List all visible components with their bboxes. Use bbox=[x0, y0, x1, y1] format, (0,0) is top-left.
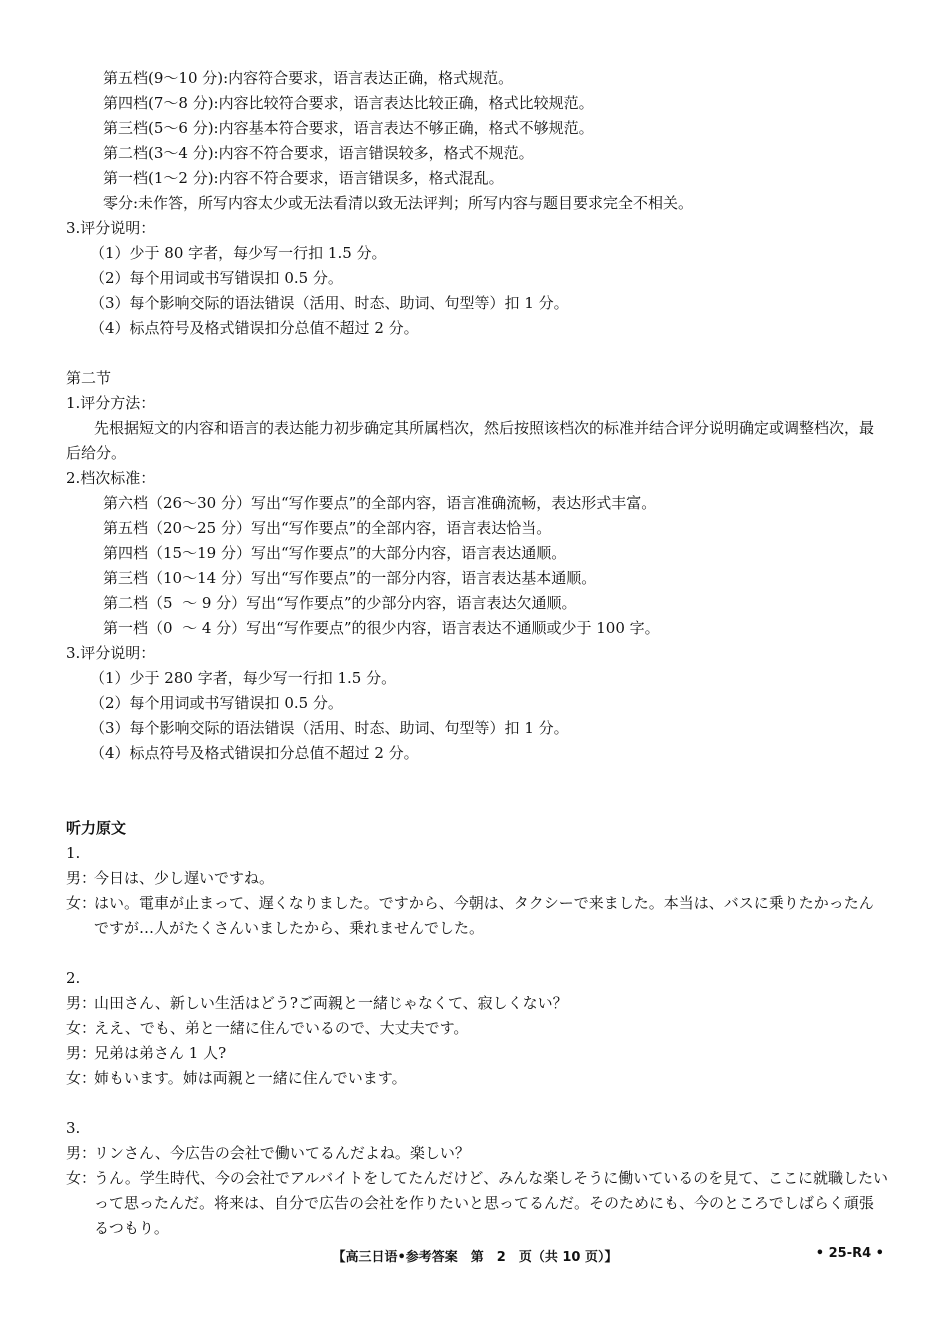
note-line: （1）少于 280 字者，每少写一行扣 1.5 分。 bbox=[90, 669, 397, 687]
spacer bbox=[66, 766, 888, 816]
utterance: はい。電車が止まって、遅くなりました。ですから、今朝は、タクシーで来ました。本当は、バスに乗りたかったんですが…人がたくさんいましたから、乗れませんでした。 bbox=[94, 894, 874, 937]
grade-line: 第二档(3～4 分):内容不符合要求，语言错误较多，格式不规范。 bbox=[103, 144, 534, 162]
speaker-label: 男： bbox=[66, 1044, 97, 1062]
utterance: ええ、でも、弟と一緒に住んでいるので、大丈夫です。 bbox=[94, 1019, 469, 1037]
dialog-line bbox=[66, 1141, 888, 1166]
footer-code: • 25-R4 • bbox=[815, 1246, 884, 1261]
speaker-label: 女： bbox=[66, 1019, 97, 1037]
speaker-label: 女： bbox=[66, 1069, 97, 1087]
utterance: うん。学生時代、今の会社でアルバイトをしてたんだけど、みんな楽しそうに働いているのを見て、ここに就職したいって思ったんだ。将来は、自分で広告の会社を作りたいと思ってるんだ。そのためにも、今のところでしばらく頑張るつもり。 bbox=[94, 1169, 888, 1237]
criteria-line: 第六档（26～30 分）写出“写作要点”的全部内容，语言准确流畅，表达形式丰富。 bbox=[103, 494, 657, 512]
method-heading: 1.评分方法： bbox=[66, 394, 156, 412]
utterance: 兄弟は弟さん 1 人? bbox=[94, 1044, 227, 1062]
speaker-label: 男： bbox=[66, 869, 97, 887]
speaker-label: 男： bbox=[66, 994, 97, 1012]
dialog-line bbox=[66, 1041, 888, 1066]
note-line: （2）每个用词或书写错误扣 0.5 分。 bbox=[90, 269, 343, 287]
page-footer bbox=[0, 1246, 950, 1266]
spacer bbox=[66, 341, 888, 366]
section-title: 第二节 bbox=[66, 369, 112, 387]
note-line: （2）每个用词或书写错误扣 0.5 分。 bbox=[90, 694, 343, 712]
notes-heading: 3.评分说明： bbox=[66, 644, 156, 662]
criteria-line: 第三档（10～14 分）写出“写作要点”的一部分内容，语言表达基本通顺。 bbox=[103, 569, 597, 587]
grade-line: 第一档(1～2 分):内容不符合要求，语言错误多，格式混乱。 bbox=[103, 169, 504, 187]
dialog-line bbox=[66, 866, 888, 891]
utterance: 姉もいます。姉は両親と一緒に住んでいます。 bbox=[94, 1069, 407, 1087]
utterance: 今日は、少し遅いですね。 bbox=[94, 869, 275, 887]
item-number: 1. bbox=[66, 844, 81, 862]
criteria-heading: 2.档次标准： bbox=[66, 469, 156, 487]
dialog-line bbox=[66, 1166, 888, 1241]
grade-line: 第五档(9～10 分):内容符合要求，语言表达正确，格式规范。 bbox=[103, 69, 514, 87]
criteria-line: 第一档（0 ～ 4 分）写出“写作要点”的很少内容，语言表达不通顺或少于 100 字。 bbox=[103, 619, 660, 637]
footer-page-info: 【高三日语•参考答案 第 2 页（共 10 页）】 bbox=[332, 1250, 618, 1265]
criteria-line: 第四档（15～19 分）写出“写作要点”的大部分内容，语言表达通顺。 bbox=[103, 544, 567, 562]
utterance: 山田さん、新しい生活はどう?ご両親と一緒じゃなくて、寂しくない？ bbox=[94, 994, 568, 1012]
note-line: （3）每个影响交际的语法错误（活用、时态、助词、句型等）扣 1 分。 bbox=[90, 294, 569, 312]
speaker-label: 女： bbox=[66, 894, 97, 912]
criteria-line: 第二档（5 ～ 9 分）写出“写作要点”的少部分内容，语言表达欠通顺。 bbox=[103, 594, 577, 612]
speaker-label: 男： bbox=[66, 1144, 97, 1162]
item-number: 2. bbox=[66, 969, 81, 987]
criteria-line: 第五档（20～25 分）写出“写作要点”的全部内容，语言表达恰当。 bbox=[103, 519, 552, 537]
note-line: （1）少于 80 字者，每少写一行扣 1.5 分。 bbox=[90, 244, 387, 262]
note-line: （4）标点符号及格式错误扣分总值不超过 2 分。 bbox=[90, 319, 419, 337]
grade-line: 第四档(7～8 分):内容比较符合要求，语言表达比较正确，格式比较规范。 bbox=[103, 94, 594, 112]
note-line: （4）标点符号及格式错误扣分总值不超过 2 分。 bbox=[90, 744, 419, 762]
method-paragraph: 先根据短文的内容和语言的表达能力初步确定其所属档次，然后按照该档次的标准并结合评分说明确定或调整档次，最后给分。 bbox=[66, 419, 875, 462]
note-line: （3）每个影响交际的语法错误（活用、时态、助词、句型等）扣 1 分。 bbox=[90, 719, 569, 737]
dialog-line bbox=[66, 1066, 888, 1091]
item-number: 3. bbox=[66, 1119, 81, 1137]
notes-heading: 3.评分说明： bbox=[66, 219, 156, 237]
dialog-line bbox=[66, 891, 888, 941]
listening-title: 听力原文 bbox=[66, 819, 127, 837]
dialog-line bbox=[66, 991, 888, 1016]
spacer bbox=[66, 1091, 888, 1116]
grade-line: 零分:未作答，所写内容太少或无法看清以致无法评判；所写内容与题目要求完全不相关。 bbox=[103, 194, 694, 212]
utterance: リンさん、今広告の会社で働いてるんだよね。楽しい？ bbox=[94, 1144, 470, 1162]
spacer bbox=[66, 941, 888, 966]
document-page bbox=[66, 66, 888, 1241]
dialog-line bbox=[66, 1016, 888, 1041]
speaker-label: 女： bbox=[66, 1169, 97, 1187]
grade-line: 第三档(5～6 分):内容基本符合要求，语言表达不够正确，格式不够规范。 bbox=[103, 119, 594, 137]
